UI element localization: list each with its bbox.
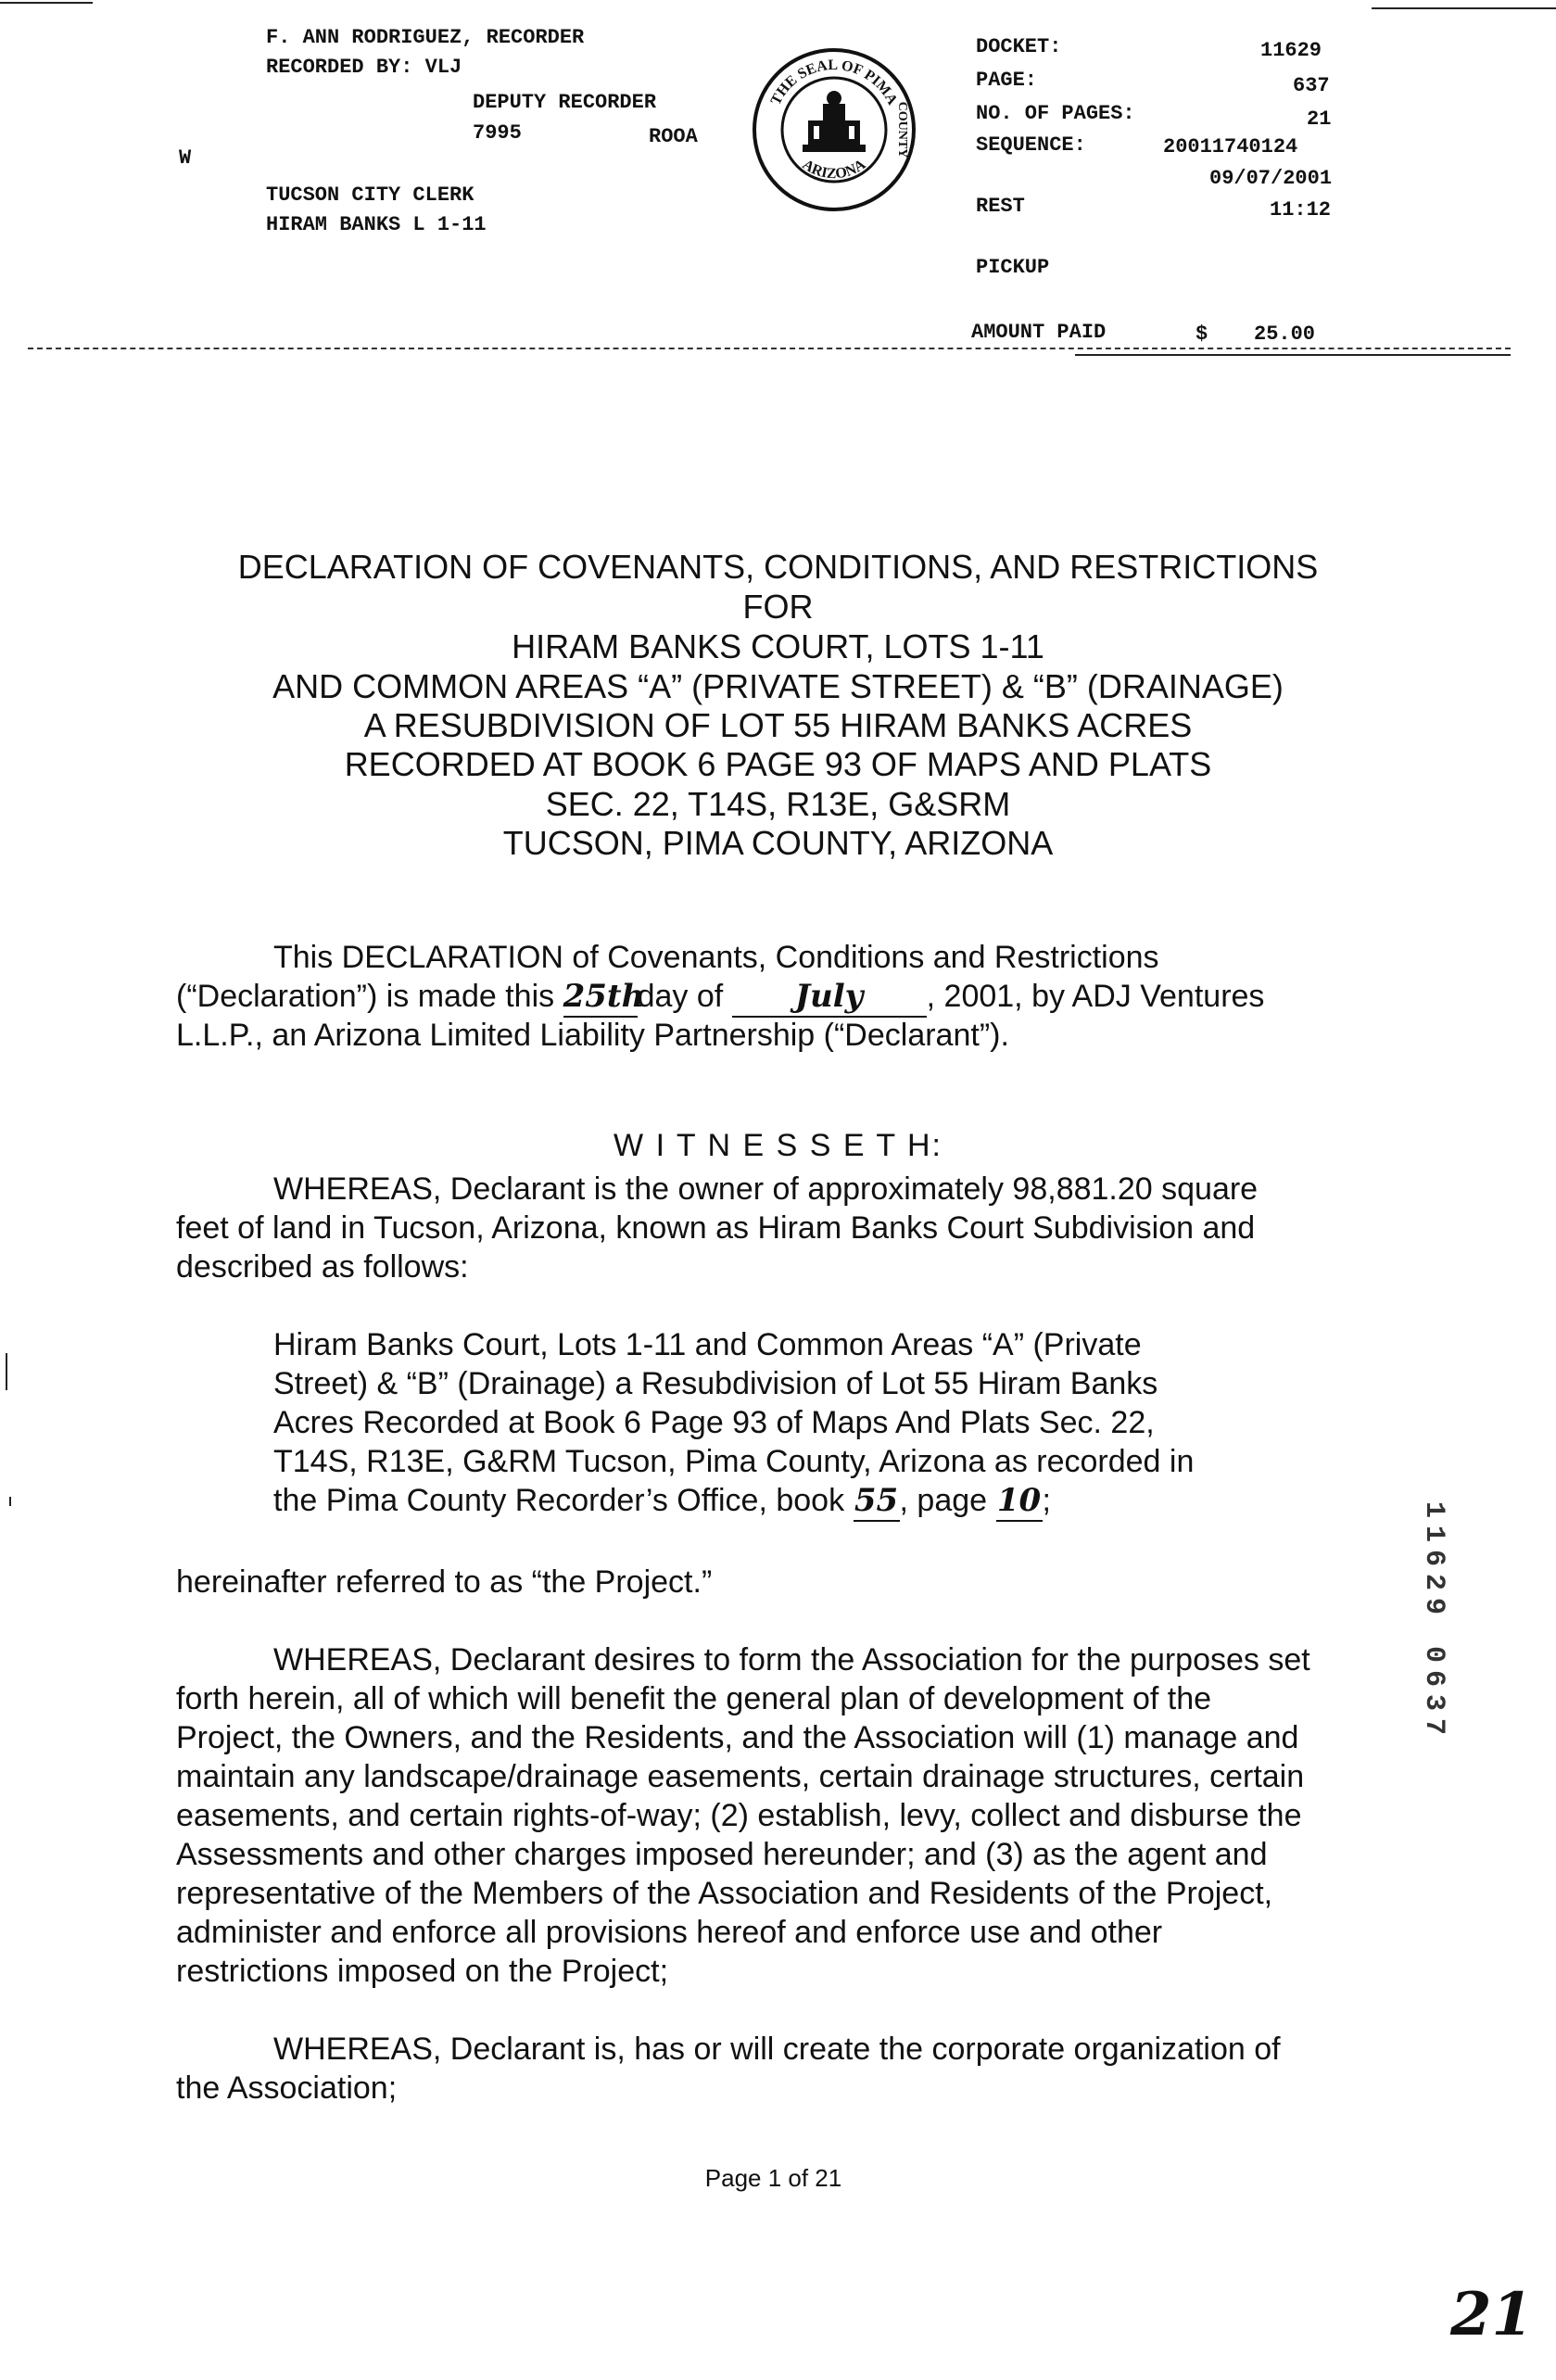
recorded-by: RECORDED BY: VLJ xyxy=(266,56,462,79)
title-line-2: FOR xyxy=(742,588,814,626)
legal-line-2: Street) & “B” (Drainage) a Resubdivision of Lot 55 Hiram Banks xyxy=(273,1366,1158,1401)
handwritten-page xyxy=(996,1481,1043,1522)
docket-label: DOCKET: xyxy=(976,35,1062,58)
record-time: 11:12 xyxy=(1270,198,1332,222)
intro-line-2 xyxy=(176,977,1264,1018)
header-separator xyxy=(28,348,1511,349)
page-label: PAGE: xyxy=(976,69,1038,92)
title-line-8: TUCSON, PIMA COUNTY, ARIZONA xyxy=(502,824,1054,862)
handwritten-day xyxy=(563,977,645,1018)
legal-line-1: Hiram Banks Court, Lots 1-11 and Common Areas “A” (Private xyxy=(273,1327,1142,1362)
para2-line-5: easements, and certain rights-of-way; (2) establish, levy, collect and disburse the xyxy=(176,1798,1302,1833)
deputy-id: 7995 xyxy=(473,121,522,145)
title-line-5: A RESUBDIVISION OF LOT 55 HIRAM BANKS ACRES xyxy=(363,706,1193,744)
legal-line-5 xyxy=(273,1481,1051,1522)
amount-label: AMOUNT PAID xyxy=(971,321,1107,344)
county-seal xyxy=(751,46,917,213)
intro-line-2-c: , 2001, by ADJ Ventures xyxy=(926,979,1265,1014)
seal-top-text: THE SEAL OF PIMA xyxy=(767,57,901,108)
handwritten-month xyxy=(732,977,927,1018)
legal-line-3: Acres Recorded at Book 6 Page 93 of Maps And Plats Sec. 22, xyxy=(273,1405,1155,1440)
left-margin-tick-2 xyxy=(9,1497,11,1506)
title-line-6: RECORDED AT BOOK 6 PAGE 93 OF MAPS AND PLATS xyxy=(344,745,1212,783)
recorder-name: F. ANN RODRIGUEZ, RECORDER xyxy=(266,26,585,49)
pickup-label: PICKUP xyxy=(976,256,1050,279)
page-footer: Page 1 of 21 xyxy=(704,2164,842,2192)
deputy-code: ROOA xyxy=(649,125,698,148)
para2-line-9: restrictions imposed on the Project; xyxy=(176,1954,669,1989)
docket-value: 11629 xyxy=(1260,39,1322,62)
handwritten-book-text: 55 xyxy=(854,1482,899,1519)
num-pages-label: NO. OF PAGES: xyxy=(976,102,1135,125)
para2-line-2: forth herein, all of which will benefit the general plan of development of the xyxy=(176,1681,1212,1716)
page-value: 637 xyxy=(1293,74,1330,97)
amount-underline xyxy=(1075,354,1511,356)
left-margin-tick-1 xyxy=(6,1353,7,1390)
top-right-rule xyxy=(1372,7,1556,9)
top-rule xyxy=(0,2,93,4)
para2-line-8: administer and enforce all provisions hereof and enforce use and other xyxy=(176,1915,1163,1950)
handwritten-day-text: 25th xyxy=(563,978,645,1015)
para2-line-3: Project, the Owners, and the Residents, and the Association will (1) manage and xyxy=(176,1720,1299,1755)
title-line-3: HIRAM BANKS COURT, LOTS 1-11 xyxy=(512,627,1044,665)
legal-line-5-a: the Pima County Recorder’s Office, book xyxy=(273,1483,854,1518)
w-mark: W xyxy=(179,146,192,170)
corner-handwritten-number: 21 xyxy=(1450,2280,1534,2349)
legal-line-5-c: ; xyxy=(1042,1483,1051,1518)
para1-line-2: feet of land in Tucson, Arizona, known as Hiram Banks Court Subdivision and xyxy=(176,1210,1256,1246)
para2-line-7: representative of the Members of the Association and Residents of the Project, xyxy=(176,1876,1273,1911)
sequence-label: SEQUENCE: xyxy=(976,133,1086,157)
city-clerk: TUCSON CITY CLERK xyxy=(266,184,474,207)
intro-line-3: L.L.P., an Arizona Limited Liability Partnership (“Declarant”). xyxy=(176,1018,1009,1053)
handwritten-book xyxy=(854,1481,900,1522)
intro-line-2-a: (“Declaration”) is made this xyxy=(176,979,563,1014)
amount-currency: $ xyxy=(1195,323,1208,346)
title-line-7: SEC. 22, T14S, R13E, G&SRM xyxy=(545,785,1011,823)
legal-line-5-b: , page xyxy=(899,1483,996,1518)
title-line-1: DECLARATION OF COVENANTS, CONDITIONS, AND RESTRICTIONS xyxy=(237,548,1319,586)
record-date: 09/07/2001 xyxy=(1209,167,1333,190)
title-line-4: AND COMMON AREAS “A” (PRIVATE STREET) & “B” (DRAINAGE) xyxy=(272,667,1284,705)
rest-label: REST xyxy=(976,195,1025,218)
para3-line-1: WHEREAS, Declarant is, has or will create the corporate organization of xyxy=(273,2032,1281,2067)
sequence-value: 20011740124 xyxy=(1163,135,1298,158)
para3-line-2: the Association; xyxy=(176,2070,398,2106)
amount-value: 25.00 xyxy=(1254,323,1316,346)
handwritten-month-text: July xyxy=(794,978,864,1015)
intro-line-1: This DECLARATION of Covenants, Conditions and Restrictions xyxy=(273,940,1159,975)
hiram-banks-ref: HIRAM BANKS L 1-11 xyxy=(266,213,487,236)
seal-bottom-text: ARIZONA xyxy=(799,156,869,183)
seal-emblem xyxy=(803,91,866,152)
intro-line-2-b: day of xyxy=(637,979,732,1014)
para2-line-6: Assessments and other charges imposed hereunder; and (3) as the agent and xyxy=(176,1837,1268,1872)
para1-line-1: WHEREAS, Declarant is the owner of approximately 98,881.20 square xyxy=(273,1171,1259,1207)
handwritten-page-text: 10 xyxy=(996,1482,1042,1519)
hereinafter-line: hereinafter referred to as “the Project.” xyxy=(176,1564,713,1600)
witnesseth-heading: W I T N E S S E T H: xyxy=(614,1128,942,1163)
margin-stamp: 11629 0637 xyxy=(1418,1501,1449,1743)
legal-line-4: T14S, R13E, G&RM Tucson, Pima County, Arizona as recorded in xyxy=(273,1444,1195,1479)
num-pages-value: 21 xyxy=(1307,108,1332,131)
deputy-recorder: DEPUTY RECORDER xyxy=(473,91,657,114)
para2-line-1: WHEREAS, Declarant desires to form the Association for the purposes set xyxy=(273,1642,1310,1677)
para1-line-3: described as follows: xyxy=(176,1249,469,1285)
seal-side-text: COUNTY xyxy=(895,101,909,158)
para2-line-4: maintain any landscape/drainage easements, certain drainage structures, certain xyxy=(176,1759,1305,1794)
